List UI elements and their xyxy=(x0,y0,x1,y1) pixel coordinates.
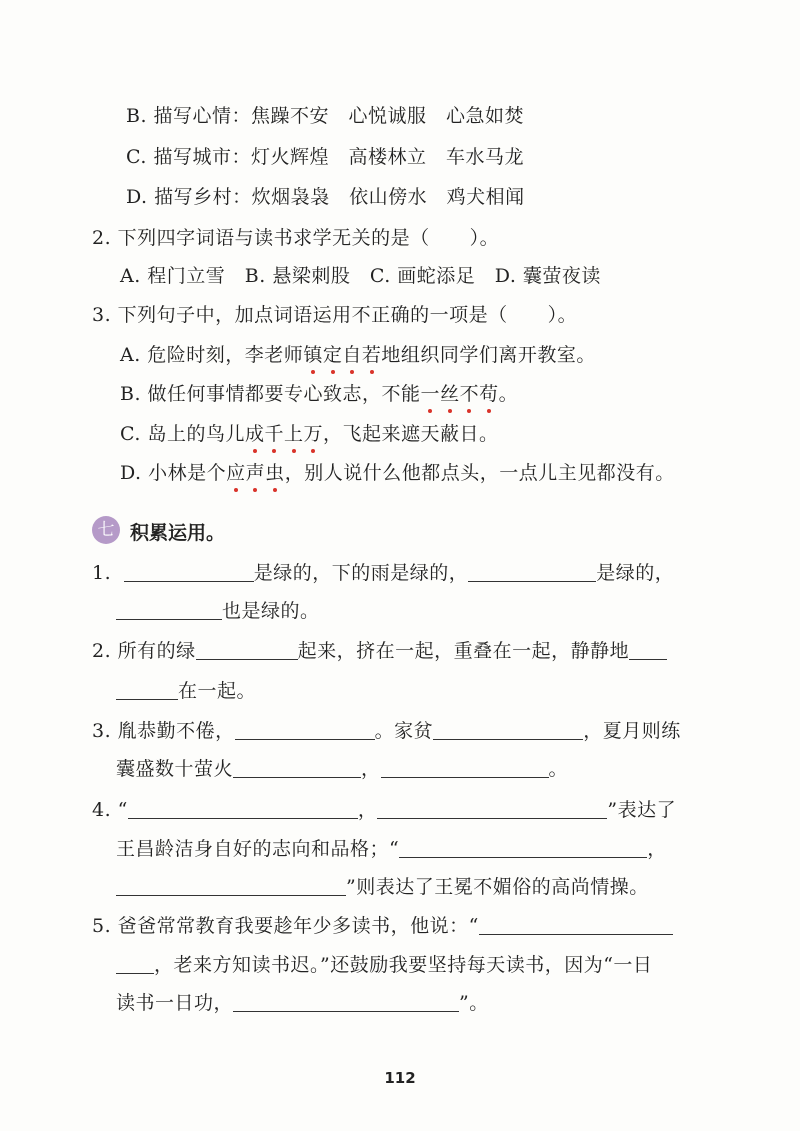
item-1-num: 1. xyxy=(92,562,112,584)
item-4-text-e: ， xyxy=(647,838,667,860)
q1-option-b: B. 描写心情：焦躁不安 心悦诚服 心急如焚 xyxy=(126,105,525,127)
dotted-char: 丝 xyxy=(440,383,460,405)
item-1-line-1 xyxy=(92,560,674,586)
item-3-text-e: ， xyxy=(361,758,381,780)
blank[interactable] xyxy=(629,639,667,660)
blank[interactable] xyxy=(116,599,222,620)
item-1-text-b: 是绿的， xyxy=(596,562,675,584)
q3b-pre: B. 做任何事情都要专心致志，不能 xyxy=(120,383,421,405)
dotted-char: 声 xyxy=(245,462,266,484)
q3c-post: ，飞起来遮天蔽日。 xyxy=(323,423,499,445)
q3d-post: ，别人说什么他都点头，一点儿主见都没有。 xyxy=(284,462,675,484)
q3-stem-text: 3. 下列句子中，加点词语运用不正确的一项是（ xyxy=(92,304,508,326)
dotted-char: 镇 xyxy=(303,344,323,366)
q3a-pre: A. 危险时刻，李老师 xyxy=(120,344,304,366)
q3b-post: 。 xyxy=(498,383,519,405)
item-3-text-f: 。 xyxy=(548,758,569,780)
blank[interactable] xyxy=(233,991,459,1012)
item-4-text-c: ”表达了 xyxy=(607,799,677,821)
item-5-line-1 xyxy=(92,913,673,939)
item-4-line-3 xyxy=(116,874,649,900)
dotted-char: 不 xyxy=(459,383,480,405)
dotted-char: 若 xyxy=(361,344,382,366)
dotted-char: 应 xyxy=(226,462,246,484)
section-title: 积累运用。 xyxy=(130,522,226,544)
item-2-text-a: 2. 所有的绿 xyxy=(92,640,196,662)
q3d-pre: D. 小林是个 xyxy=(120,462,227,484)
dotted-char: 定 xyxy=(322,344,343,366)
item-4-text-a: 4. “ xyxy=(92,799,128,821)
q3-option-c xyxy=(120,421,499,447)
blank[interactable] xyxy=(399,837,647,858)
item-5-text-a: 5. 爸爸常常教育我要趁年少多读书，他说：“ xyxy=(92,915,479,937)
item-4-text-d: 王昌龄洁身自好的志向和品格；“ xyxy=(116,838,400,860)
blank[interactable] xyxy=(433,719,583,740)
item-3-text-a: 3. 胤恭勤不倦， xyxy=(92,720,235,742)
item-5-text-b: ，老来方知读书迟。”还鼓励我要坚持每天读书，因为“一日 xyxy=(154,954,653,976)
q3-option-b xyxy=(120,381,518,407)
dotted-char: 成 xyxy=(244,423,265,445)
page-number: 112 xyxy=(384,1069,416,1087)
item-1-line-2 xyxy=(116,598,320,624)
dotted-char: 千 xyxy=(264,423,284,445)
blank[interactable] xyxy=(468,561,596,582)
blank[interactable] xyxy=(124,561,254,582)
item-3-text-d: 囊盛数十萤火 xyxy=(116,758,234,780)
item-2-line-1 xyxy=(92,638,667,664)
q3-option-d xyxy=(120,460,675,486)
item-5-line-3 xyxy=(116,990,489,1016)
q3-option-a xyxy=(120,342,596,368)
item-3-text-c: ，夏月则练 xyxy=(583,720,681,742)
blank[interactable] xyxy=(235,719,375,740)
dotted-char: 上 xyxy=(283,423,304,445)
q3-stem-end: ）。 xyxy=(547,304,578,326)
item-2-text-c: 在一起。 xyxy=(178,680,257,702)
item-4-text-f: ”则表达了王冕不媚俗的高尚情操。 xyxy=(346,876,649,898)
q3c-pre: C. 岛上的鸟儿 xyxy=(120,423,245,445)
blank[interactable] xyxy=(116,875,346,896)
q2-stem-text: 2. 下列四字词语与读书求学无关的是（ xyxy=(92,227,430,249)
item-5-line-2 xyxy=(116,952,652,978)
dotted-char: 一 xyxy=(420,383,441,405)
q3a-post: 地组织同学们离开教室。 xyxy=(381,344,596,366)
q2-options: A. 程门立雪 B. 悬梁刺股 C. 画蛇添足 D. 囊萤夜读 xyxy=(120,265,601,287)
blank[interactable] xyxy=(128,798,358,819)
dotted-char: 万 xyxy=(303,423,324,445)
section-number-badge: 七 xyxy=(92,516,120,544)
q3-stem xyxy=(92,302,577,328)
q2-stem-end: ）。 xyxy=(469,227,500,249)
item-4-line-1 xyxy=(92,797,676,823)
dotted-char: 自 xyxy=(342,344,362,366)
q1-option-c: C. 描写城市：灯火辉煌 高楼林立 车水马龙 xyxy=(126,146,524,168)
item-3-line-2 xyxy=(116,756,568,782)
blank[interactable] xyxy=(233,757,361,778)
dotted-char: 苟 xyxy=(479,383,499,405)
item-3-line-1 xyxy=(92,718,681,744)
q1-option-d: D. 描写乡村：炊烟袅袅 依山傍水 鸡犬相闻 xyxy=(126,186,525,208)
dotted-char: 虫 xyxy=(265,462,285,484)
blank[interactable] xyxy=(116,953,154,974)
q2-stem xyxy=(92,225,499,251)
blank[interactable] xyxy=(479,914,673,935)
item-2-text-b: 起来，挤在一起，重叠在一起，静静地 xyxy=(297,640,630,662)
blank[interactable] xyxy=(196,639,298,660)
item-5-text-c: 读书一日功， xyxy=(116,992,234,1014)
item-1-text-a: 是绿的，下的雨是绿的， xyxy=(253,562,469,584)
blank[interactable] xyxy=(381,757,549,778)
item-5-text-d: ”。 xyxy=(459,992,489,1014)
item-1-text-c: 也是绿的。 xyxy=(222,600,320,622)
item-4-text-b: ， xyxy=(357,799,378,821)
blank[interactable] xyxy=(116,679,178,700)
item-2-line-2 xyxy=(116,678,256,704)
blank[interactable] xyxy=(377,798,607,819)
item-4-line-2 xyxy=(116,836,667,862)
item-3-text-b: 。家贫 xyxy=(374,720,434,742)
